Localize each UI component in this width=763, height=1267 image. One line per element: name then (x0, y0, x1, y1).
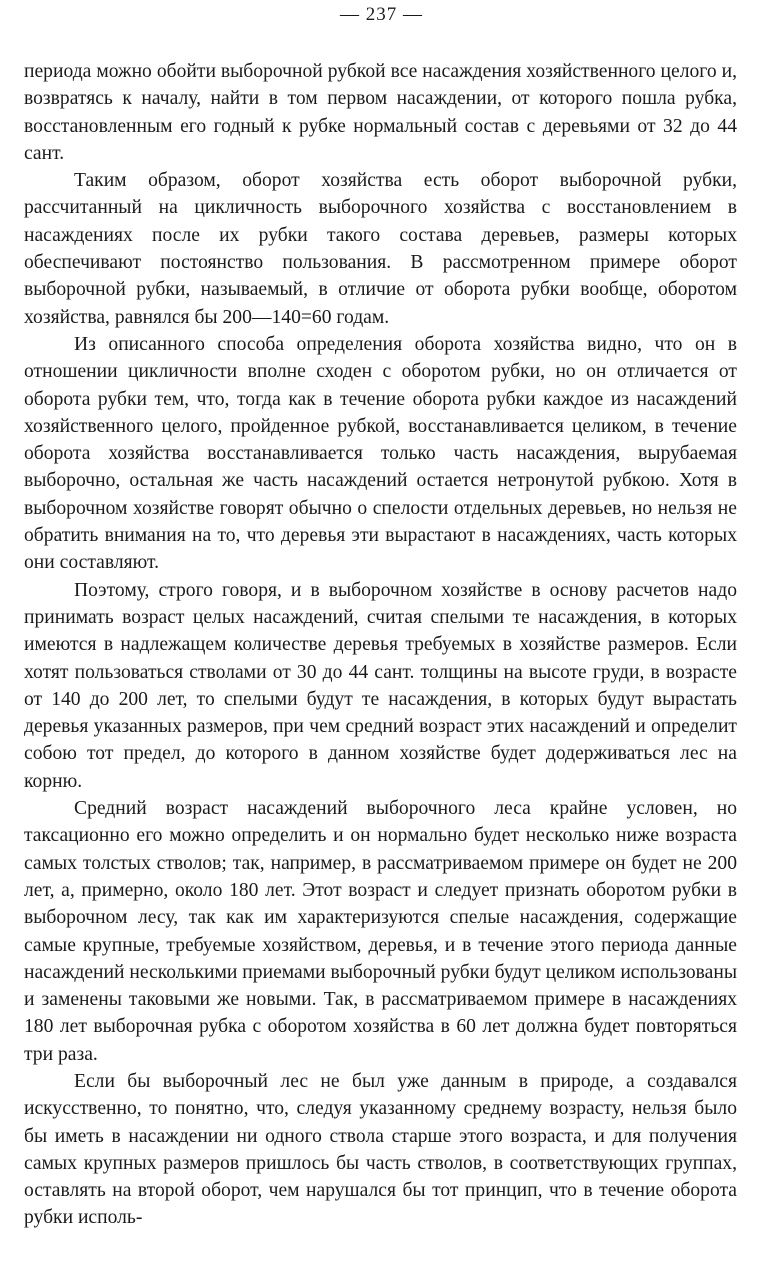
paragraph: Поэтому, строго говоря, и в выборочном хозяйстве в основу расчетов надо принимать возраст целых насаждений, считая спелыми те насаждения, в которых имеются в надлежащем количестве деревья требуемых в хозяйстве размеров. Если хотят пользоваться стволами от 30 до 44 сант. толщины на высоте груди, в возрасте от 140 до 200 лет, то спелыми будут те насаждения, в которых будут вырастать деревья указанных размеров, при чем средний возраст этих насаждений и определит собою тот предел, до которого в данном хозяйстве будет додерживаться лес на корню. (24, 579, 737, 792)
paragraph: Таким образом, оборот хозяйства есть оборот выборочной рубки, рассчитанный на цикличность выборочного хозяйства с восстановлением в насаждениях после их рубки такого состава деревьев, размеры которых обеспечивают постоянство пользования. В рассмотренном примере оборот выборочной рубки, называемый, в отличие от оборота рубки вообще, оборотом хозяйства, равнялся бы 200—140=60 годам. (24, 170, 737, 328)
paragraph-continued: периода можно обойти выборочной рубкой все насаждения хозяйственного целого и, возвратясь к началу, найти в том первом насаждении, от которого пошла рубка, восстановленным его годный к рубке нормальный состав с деревьями от 32 до 44 сант. (24, 61, 737, 164)
paragraph: Из описанного способа определения оборота хозяйства видно, что он в отношении цикличности вполне сходен с оборотом рубки, но он отличается от оборота рубки тем, что, тогда как в течение оборота рубки каждое из насаждений хозяйственного целого, пройденное рубкой, восстанавливается целиком, в течение оборота хозяйства восстанавливается только часть насаждения, вырубаемая выборочно, остальная же часть насаждений остается нетронутой рубкою. Хотя в выборочном хозяйстве говорят обычно о спелости отдельных деревьев, но нельзя не обратить внимания на то, что деревья эти вырастают в насаждениях, часть которых они составляют. (24, 333, 737, 574)
body-text (24, 58, 737, 1232)
paragraph: Если бы выборочный лес не был уже данным в природе, а создавался искусственно, то понятно, что, следуя указанному среднему возрасту, нельзя было бы иметь в насаждении ни одного ствола старше этого возраста, и для получения самых крупных размеров пришлось бы часть стволов, в соответствующих группах, оставлять на второй оборот, чем нарушался бы тот принцип, что в течение оборота рубки исполь- (24, 1070, 737, 1229)
page-number: — 237 — (340, 4, 423, 25)
paragraph: Средний возраст насаждений выборочного леса крайне условен, но таксационно его можно определить и он нормально будет несколько ниже возраста самых толстых стволов; так, например, в рассматриваемом примере он будет не 200 лет, а, примерно, около 180 лет. Этот возраст и следует признать оборотом рубки в выборочном лесу, так как им характеризуются спелые насаждения, содержащие самые крупные, требуемые хозяйством, деревья, и в течение этого периода данные насаждений несколькими приемами выборочный рубки будут целиком использованы и заменены таковыми же новыми. Так, в рассматриваемом примере в насаждениях 180 лет выборочная рубка с оборотом хозяйства в 60 лет должна будет повторяться три раза. (24, 798, 738, 1065)
